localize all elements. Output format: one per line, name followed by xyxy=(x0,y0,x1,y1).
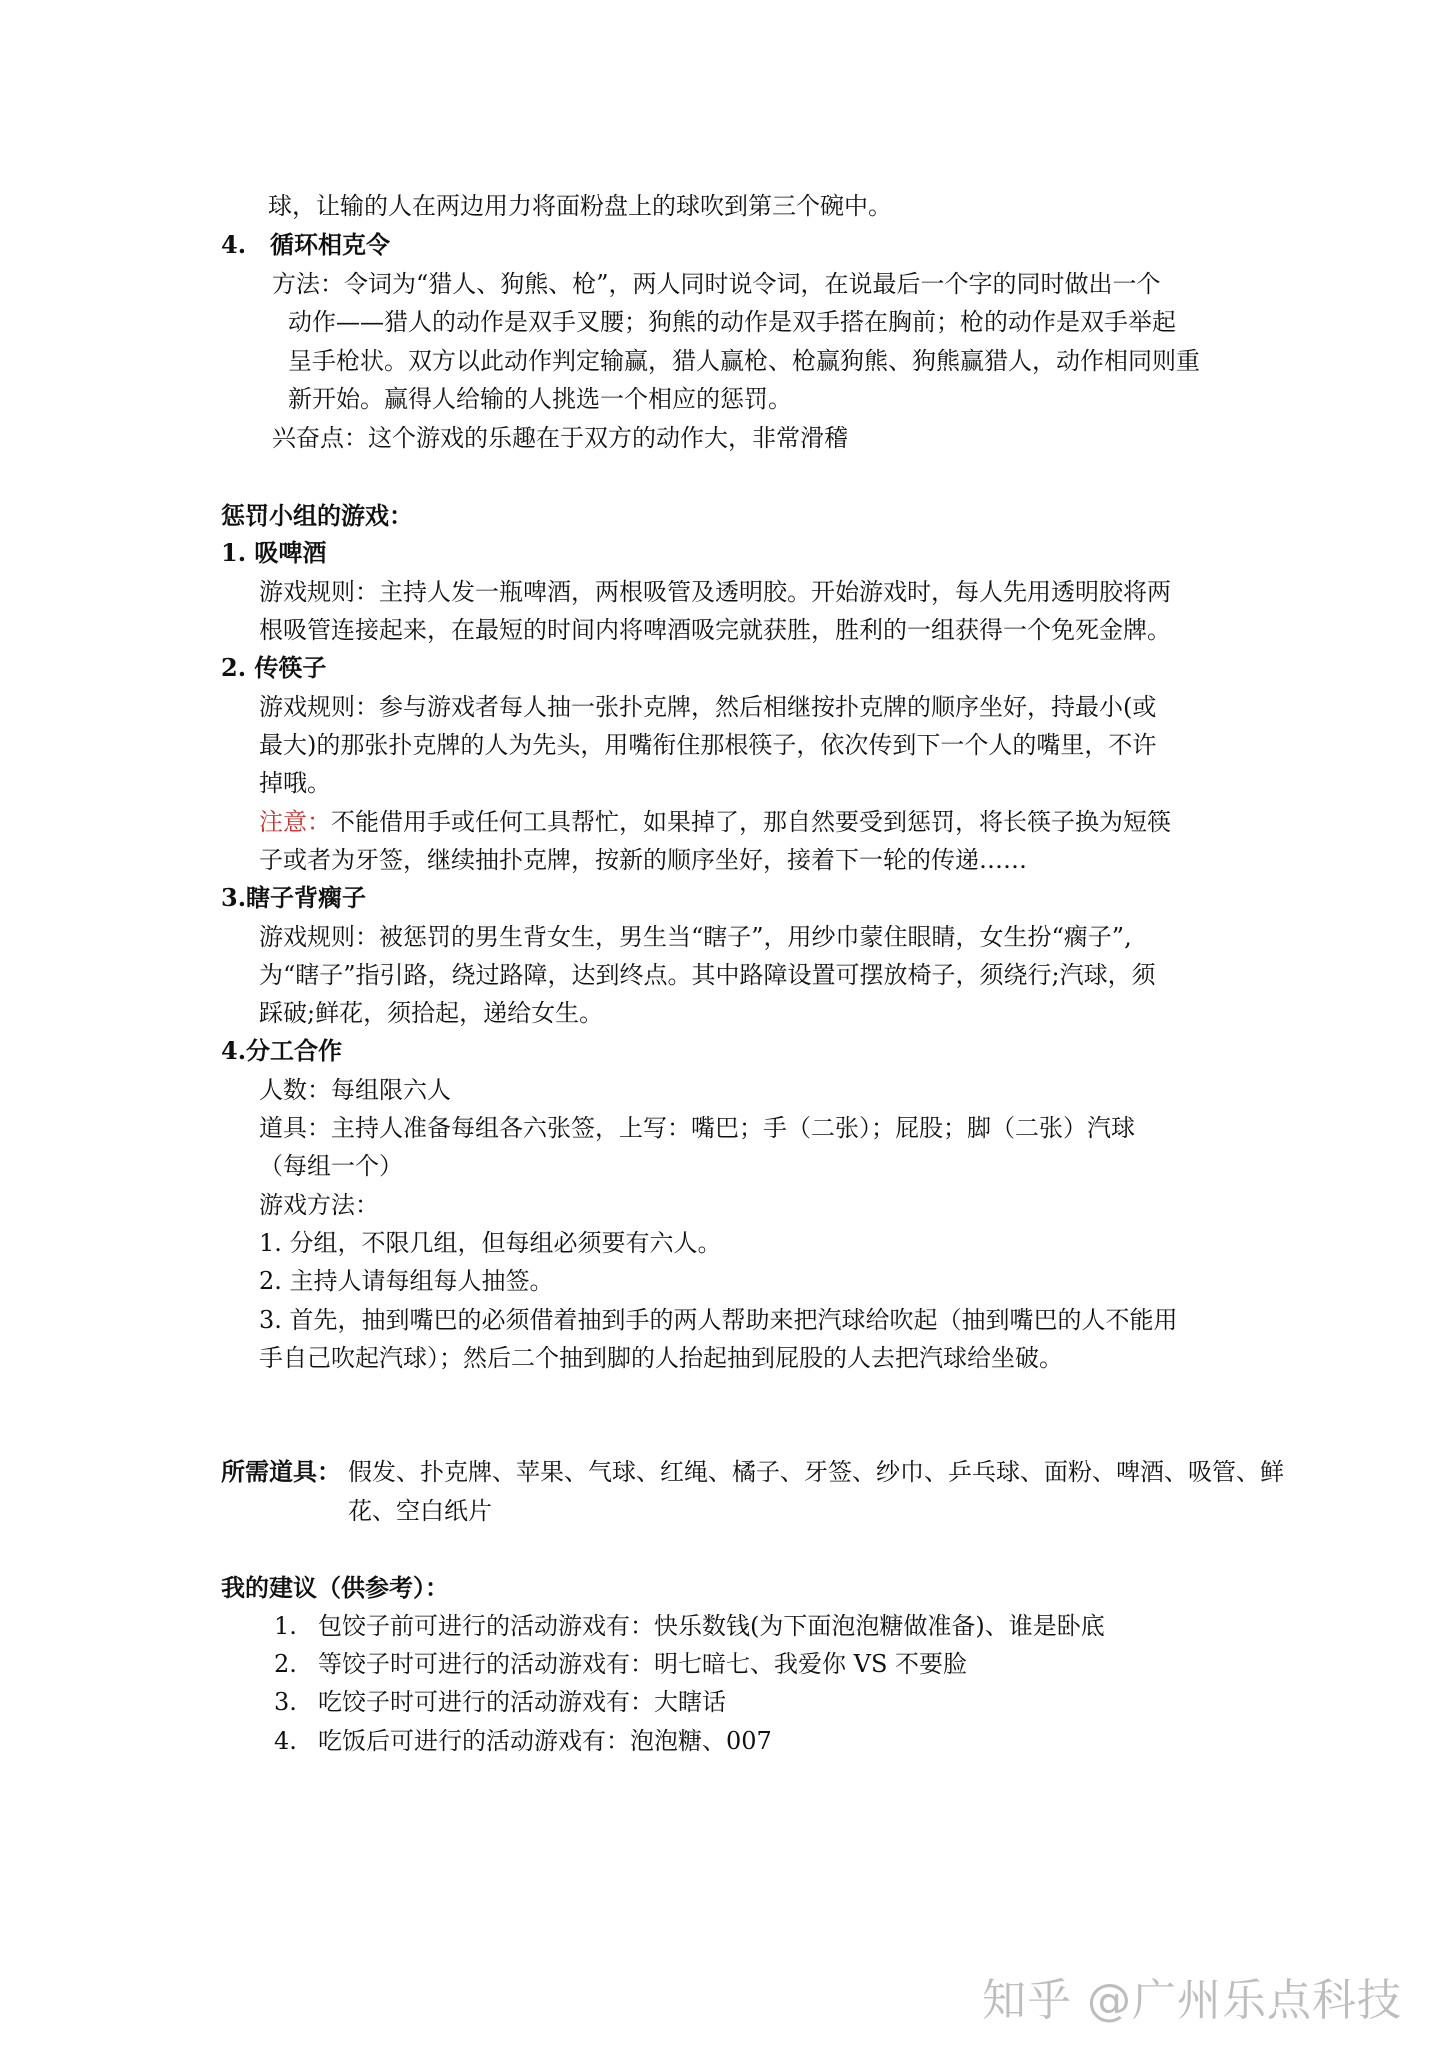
note-text: 不能借用手或任何工具帮忙，如果掉了，那自然要受到惩罚，将长筷子换为短筷 xyxy=(331,808,1171,836)
punish-game2-line: 掉哦。 xyxy=(259,769,331,797)
advice-item: 吃饺子时可进行的活动游戏有：大瞎话 xyxy=(318,1688,726,1716)
game4-method-line: 方法：令词为“猎人、狗熊、枪”，两人同时说令词，在说最后一个字的同时做出一个 xyxy=(272,270,1161,298)
punish-game3-line: 踩破;鲜花，须拾起，递给女生。 xyxy=(259,999,604,1027)
punish-game4-line: 道具：主持人准备每组各六张签，上写：嘴巴；手（二张）；屁股；脚（二张）汽球 xyxy=(259,1114,1135,1142)
advice-num: 3. xyxy=(274,1688,297,1716)
punish-game1-title: 1. 吸啤酒 xyxy=(221,538,327,567)
continued-paragraph: 球，让输的人在两边用力将面粉盘上的球吹到第三个碗中。 xyxy=(268,192,892,220)
punish-game3-line: 为“瞎子”指引路，绕过路障，达到终点。其中路障设置可摆放椅子，须绕行;汽球，须 xyxy=(259,961,1156,989)
punish-game2-line: 最大)的那张扑克牌的人为先头，用嘴衔住那根筷子，依次传到下一个人的嘴里，不许 xyxy=(259,731,1157,759)
game4-title: 4. 循环相克令 xyxy=(221,230,391,259)
watermark: 知乎 @广州乐点科技 xyxy=(982,1975,1402,2026)
punish-game1-line: 根吸管连接起来，在最短的时间内将啤酒吸完就获胜，胜利的一组获得一个免死金牌。 xyxy=(259,616,1171,644)
advice-heading: 我的建议（供参考）： xyxy=(221,1573,449,1602)
punish-game4-line: （每组一个） xyxy=(259,1152,403,1180)
game4-method-line: 新开始。赢得人给输的人挑选一个相应的惩罚。 xyxy=(288,385,792,413)
advice-item: 包饺子前可进行的活动游戏有：快乐数钱(为下面泡泡糖做准备)、谁是卧底 xyxy=(318,1612,1105,1640)
punish-game4-line: 1. 分组，不限几组，但每组必须要有六人。 xyxy=(259,1229,722,1257)
game4-method-line: 动作——猎人的动作是双手叉腰；狗熊的动作是双手搭在胸前；枪的动作是双手举起 xyxy=(288,308,1176,336)
advice-num: 2. xyxy=(274,1650,297,1678)
punish-game2-line: 游戏规则：参与游戏者每人抽一张扑克牌，然后相继按扑克牌的顺序坐好，持最小(或 xyxy=(259,693,1157,721)
punish-heading: 惩罚小组的游戏： xyxy=(221,501,413,530)
punish-game4-line: 人数：每组限六人 xyxy=(259,1076,451,1104)
punish-game4-title: 4.分工合作 xyxy=(221,1036,343,1065)
props-label: 所需道具： xyxy=(221,1457,341,1486)
punish-game4-line: 2. 主持人请每组每人抽签。 xyxy=(259,1267,554,1295)
punish-game4-line: 3. 首先，抽到嘴巴的必须借着抽到手的两人帮助来把汽球给吹起（抽到嘴巴的人不能用 xyxy=(259,1306,1178,1334)
punish-game4-line: 游戏方法： xyxy=(259,1191,379,1219)
punish-game2-title: 2. 传筷子 xyxy=(221,653,327,682)
props-line: 假发、扑克牌、苹果、气球、红绳、橘子、牙签、纱巾、乒乓球、面粉、啤酒、吸管、鲜 xyxy=(348,1458,1284,1486)
advice-num: 4. xyxy=(274,1727,297,1755)
game4-method-line: 呈手枪状。双方以此动作判定输赢，猎人赢枪、枪赢狗熊、狗熊赢猎人，动作相同则重 xyxy=(288,347,1200,375)
punish-game4-line: 手自己吹起汽球）；然后二个抽到脚的人抬起抽到屁股的人去把汽球给坐破。 xyxy=(259,1344,1063,1372)
advice-item: 等饺子时可进行的活动游戏有：明七暗七、我爱你 VS 不要脸 xyxy=(318,1650,968,1678)
punish-game1-line: 游戏规则：主持人发一瓶啤酒，两根吸管及透明胶。开始游戏时，每人先用透明胶将两 xyxy=(259,578,1171,606)
props-line: 花、空白纸片 xyxy=(348,1497,492,1525)
note-label: 注意： xyxy=(259,808,331,836)
game4-excite: 兴奋点：这个游戏的乐趣在于双方的动作大，非常滑稽 xyxy=(272,424,848,452)
punish-game2-note xyxy=(259,806,1171,838)
advice-num: 1. xyxy=(274,1612,297,1640)
punish-game2-note-line: 子或者为牙签，继续抽扑克牌，按新的顺序坐好，接着下一轮的传递…… xyxy=(259,846,1027,874)
punish-game3-title: 3.瞎子背瘸子 xyxy=(221,883,367,912)
advice-item: 吃饭后可进行的活动游戏有：泡泡糖、007 xyxy=(318,1727,772,1755)
punish-game3-line: 游戏规则：被惩罚的男生背女生，男生当“瞎子”，用纱巾蒙住眼睛，女生扮“瘸子”, xyxy=(259,923,1132,951)
